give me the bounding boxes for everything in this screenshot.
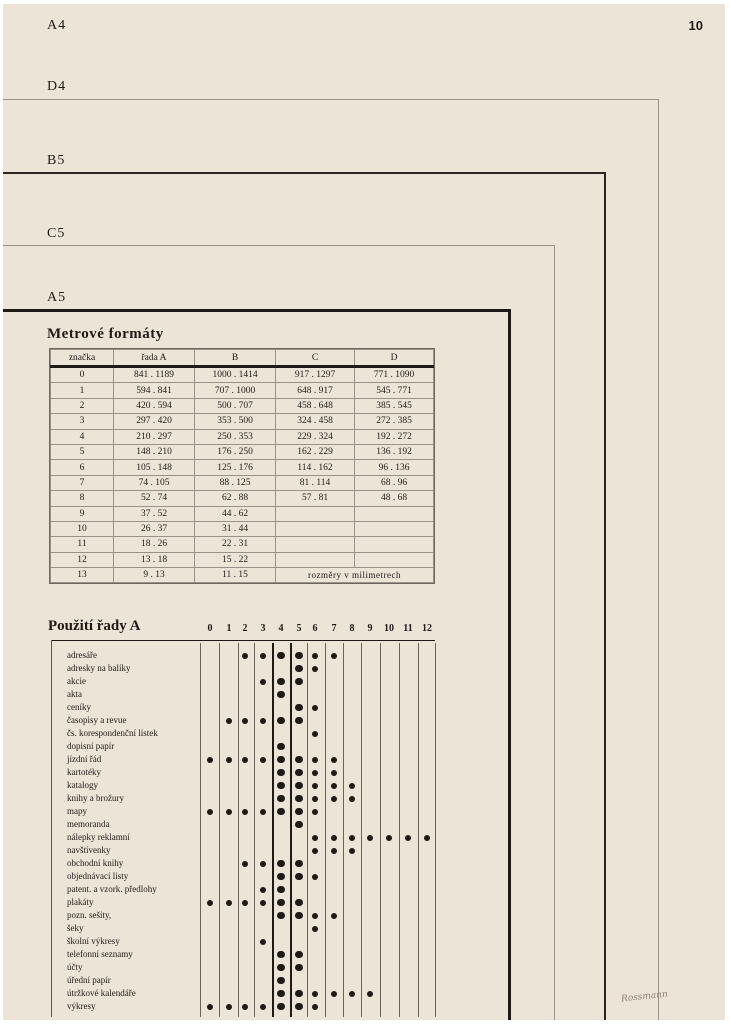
formats-cell: 114 . 162 — [276, 460, 355, 475]
formats-row — [51, 444, 434, 459]
usage-dot — [367, 835, 373, 841]
usage-dot — [277, 964, 285, 972]
usage-row-label: akcie — [67, 676, 86, 686]
usage-dot — [277, 652, 285, 660]
formats-cell: 12 — [51, 552, 114, 567]
usage-dot — [277, 808, 285, 816]
usage-row-label: obchodní knihy — [67, 858, 124, 868]
usage-dot — [312, 874, 318, 880]
formats-cell: 6 — [51, 460, 114, 475]
size-column-header: 2 — [242, 623, 248, 634]
usage-row-label: adresáře — [67, 650, 97, 660]
formats-cell: 37 . 52 — [114, 506, 195, 521]
usage-row-label: katalogy — [67, 780, 98, 790]
usage-dot — [207, 1004, 213, 1010]
usage-dot — [312, 666, 318, 672]
size-column-header: 11 — [403, 623, 413, 634]
usage-dot — [295, 782, 303, 790]
formats-cell: 26 . 37 — [114, 521, 195, 536]
formats-header-cell: B — [195, 350, 276, 367]
formats-cell: 13 — [51, 568, 114, 583]
column-rule — [325, 643, 326, 1017]
usage-dot — [242, 900, 248, 906]
formats-header-cell: značka — [51, 350, 114, 367]
formats-cell: 771 . 1090 — [355, 367, 434, 383]
usage-row-label: nálepky reklamní — [67, 832, 130, 842]
formats-cell: 125 . 176 — [195, 460, 276, 475]
size-column-header: 7 — [331, 623, 337, 634]
usage-dot — [295, 873, 303, 881]
formats-header-cell: D — [355, 350, 434, 367]
usage-dot — [226, 718, 232, 724]
usage-dot — [277, 691, 285, 699]
usage-dot — [312, 705, 318, 711]
size-column-header: 10 — [384, 623, 394, 634]
usage-dot — [295, 678, 303, 686]
formats-cell: 74 . 105 — [114, 475, 195, 490]
formats-cell: 52 . 74 — [114, 491, 195, 506]
frame-label-d4: D4 — [47, 79, 67, 94]
usage-dot — [295, 795, 303, 803]
column-rule — [343, 643, 344, 1017]
formats-cell: 9 — [51, 506, 114, 521]
formats-cell — [355, 537, 434, 552]
usage-dot — [312, 783, 318, 789]
formats-cell: 148 . 210 — [114, 444, 195, 459]
formats-cell: 88 . 125 — [195, 475, 276, 490]
formats-table — [50, 349, 434, 583]
formats-row — [51, 521, 434, 536]
usage-dot — [331, 770, 337, 776]
frame-label-c5: C5 — [47, 226, 66, 241]
usage-dot — [277, 990, 285, 998]
usage-dot — [277, 860, 285, 868]
usage-dot — [260, 887, 266, 893]
usage-dot — [331, 848, 337, 854]
formats-cell: 11 . 15 — [195, 568, 276, 583]
formats-cell: 5 — [51, 444, 114, 459]
formats-cell: 176 . 250 — [195, 444, 276, 459]
formats-cell: 81 . 114 — [276, 475, 355, 490]
formats-cell: 707 . 1000 — [195, 383, 276, 398]
formats-cell: 353 . 500 — [195, 414, 276, 429]
formats-cell: 68 . 96 — [355, 475, 434, 490]
usage-dot — [312, 770, 318, 776]
formats-cell: 594 . 841 — [114, 383, 195, 398]
usage-row-label: školní výkresy — [67, 936, 120, 946]
formats-cell: 13 . 18 — [114, 552, 195, 567]
usage-dot — [424, 835, 430, 841]
formats-note: rozměry v milimetrech — [276, 568, 434, 583]
formats-cell: 229 . 324 — [276, 429, 355, 444]
usage-dot — [312, 1004, 318, 1010]
formats-cell — [276, 506, 355, 521]
formats-cell: 1000 . 1414 — [195, 367, 276, 383]
usage-dot — [405, 835, 411, 841]
column-rule — [254, 643, 255, 1017]
usage-dot — [312, 796, 318, 802]
formats-title: Metrové formáty — [47, 326, 164, 342]
formats-cell — [355, 521, 434, 536]
usage-dot — [242, 718, 248, 724]
column-rule — [307, 643, 308, 1017]
formats-row — [51, 552, 434, 567]
usage-dot — [295, 769, 303, 777]
page-number: 10 — [688, 18, 703, 33]
formats-cell: 136 . 192 — [355, 444, 434, 459]
usage-dot — [260, 939, 266, 945]
usage-dot — [295, 808, 303, 816]
usage-dot — [207, 757, 213, 763]
column-rule — [380, 643, 381, 1017]
formats-cell: 4 — [51, 429, 114, 444]
usage-dot — [277, 977, 285, 985]
usage-row-label: mapy — [67, 806, 87, 816]
formats-cell: 18 . 26 — [114, 537, 195, 552]
formats-cell: 324 . 458 — [276, 414, 355, 429]
formats-cell: 2 — [51, 398, 114, 413]
formats-row — [51, 460, 434, 475]
usage-dot — [277, 873, 285, 881]
usage-dot — [312, 926, 318, 932]
usage-row-label: ceníky — [67, 702, 91, 712]
formats-cell: 44 . 62 — [195, 506, 276, 521]
usage-dot — [331, 835, 337, 841]
formats-cell: 22 . 31 — [195, 537, 276, 552]
formats-cell: 458 . 648 — [276, 398, 355, 413]
usage-dot — [260, 809, 266, 815]
size-column-header: 6 — [312, 623, 318, 634]
formats-cell — [355, 506, 434, 521]
formats-cell — [276, 552, 355, 567]
usage-dot — [277, 756, 285, 764]
usage-dot — [331, 913, 337, 919]
usage-dot — [207, 809, 213, 815]
usage-dot — [260, 861, 266, 867]
formats-cell: 11 — [51, 537, 114, 552]
usage-dot — [386, 835, 392, 841]
usage-dot — [349, 796, 355, 802]
usage-dot — [295, 899, 303, 907]
size-column-header: 3 — [260, 623, 266, 634]
formats-cell — [276, 537, 355, 552]
usage-dot — [312, 653, 318, 659]
usage-row-label: patent. a vzork. předlohy — [67, 884, 157, 894]
usage-row-label: šeky — [67, 923, 84, 933]
column-rule — [361, 643, 362, 1017]
formats-cell: 7 — [51, 475, 114, 490]
usage-dot — [367, 991, 373, 997]
formats-cell: 272 . 385 — [355, 414, 434, 429]
usage-dot — [312, 731, 318, 737]
usage-dot — [277, 769, 285, 777]
usage-header-rule — [51, 640, 435, 641]
usage-row-label: dopisní papír — [67, 741, 115, 751]
usage-dot — [295, 821, 303, 829]
usage-row-label: úřední papír — [67, 975, 111, 985]
formats-cell: 8 — [51, 491, 114, 506]
formats-row — [51, 429, 434, 444]
usage-dot — [331, 991, 337, 997]
size-column-header: 5 — [296, 623, 302, 634]
usage-dot — [295, 1003, 303, 1011]
column-rule — [219, 643, 220, 1017]
usage-row-label: čs. korespondenční lístek — [67, 728, 158, 738]
formats-cell: 62 . 88 — [195, 491, 276, 506]
frame-label-b5: B5 — [47, 153, 66, 168]
usage-dot — [226, 900, 232, 906]
usage-dot — [242, 1004, 248, 1010]
formats-cell: 648 . 917 — [276, 383, 355, 398]
usage-dot — [295, 860, 303, 868]
formats-row — [51, 398, 434, 413]
usage-dot — [312, 991, 318, 997]
formats-row — [51, 383, 434, 398]
usage-dot — [295, 964, 303, 972]
formats-cell: 420 . 594 — [114, 398, 195, 413]
usage-dot — [207, 900, 213, 906]
usage-row-label: kartotéky — [67, 767, 101, 777]
column-rule — [200, 643, 201, 1017]
usage-dot — [295, 756, 303, 764]
usage-dot — [260, 900, 266, 906]
usage-dot — [242, 809, 248, 815]
formats-row — [51, 414, 434, 429]
usage-title: Použití řady A — [48, 618, 141, 634]
frame-label-a4: A4 — [47, 18, 67, 33]
usage-row-label: memoranda — [67, 819, 110, 829]
column-rule — [435, 643, 436, 1017]
usage-dot — [349, 848, 355, 854]
usage-dot — [295, 990, 303, 998]
usage-dot — [260, 653, 266, 659]
formats-cell: 297 . 420 — [114, 414, 195, 429]
size-column-header: 12 — [422, 623, 432, 634]
usage-dot — [226, 809, 232, 815]
formats-row — [51, 568, 434, 583]
usage-dot — [277, 899, 285, 907]
column-rule — [290, 643, 292, 1017]
usage-dot — [295, 912, 303, 920]
usage-row-label: útržkové kalendáře — [67, 988, 136, 998]
formats-cell: 9 . 13 — [114, 568, 195, 583]
formats-row — [51, 475, 434, 490]
formats-cell: 105 . 148 — [114, 460, 195, 475]
formats-header-cell: řada A — [114, 350, 195, 367]
column-rule — [238, 643, 239, 1017]
usage-row-label: plakáty — [67, 897, 94, 907]
usage-dot — [277, 795, 285, 803]
formats-row — [51, 537, 434, 552]
usage-dot — [295, 652, 303, 660]
formats-cell: 57 . 81 — [276, 491, 355, 506]
column-rule — [399, 643, 400, 1017]
size-column-header: 8 — [349, 623, 355, 634]
usage-dot — [226, 757, 232, 763]
size-column-header: 9 — [367, 623, 373, 634]
usage-row-label: časopisy a revue — [67, 715, 127, 725]
usage-dot — [349, 991, 355, 997]
usage-dot — [242, 861, 248, 867]
usage-dot — [277, 717, 285, 725]
formats-cell: 48 . 68 — [355, 491, 434, 506]
usage-row-label: účty — [67, 962, 83, 972]
formats-cell: 192 . 272 — [355, 429, 434, 444]
frame-label-a5: A5 — [47, 290, 67, 305]
usage-dot — [277, 678, 285, 686]
usage-dot — [331, 653, 337, 659]
usage-dot — [295, 704, 303, 712]
usage-dot — [312, 848, 318, 854]
usage-row-label: navštívenky — [67, 845, 111, 855]
size-column-header: 4 — [278, 623, 284, 634]
document-page — [3, 4, 725, 1020]
usage-dot — [260, 1004, 266, 1010]
usage-row-label: adresky na balíky — [67, 663, 131, 673]
formats-cell: 250 . 353 — [195, 429, 276, 444]
usage-dot — [277, 951, 285, 959]
formats-cell: 841 . 1189 — [114, 367, 195, 383]
usage-dot — [260, 718, 266, 724]
usage-dot — [312, 757, 318, 763]
usage-left-rule — [51, 640, 52, 1017]
formats-row — [51, 491, 434, 506]
size-column-header: 1 — [226, 623, 232, 634]
usage-dot — [277, 782, 285, 790]
usage-dot — [312, 835, 318, 841]
usage-row-label: výkresy — [67, 1001, 96, 1011]
signature: Rossmann — [620, 989, 669, 1005]
formats-cell: 31 . 44 — [195, 521, 276, 536]
formats-cell: 500 . 707 — [195, 398, 276, 413]
formats-cell: 210 . 297 — [114, 429, 195, 444]
usage-dot — [277, 886, 285, 894]
usage-dot — [277, 743, 285, 751]
usage-dot — [260, 679, 266, 685]
usage-dot — [331, 796, 337, 802]
usage-row-label: objednávací listy — [67, 871, 129, 881]
usage-row-label: pozn. sešity, — [67, 910, 112, 920]
usage-dot — [331, 757, 337, 763]
formats-cell: 162 . 229 — [276, 444, 355, 459]
formats-cell: 917 . 1297 — [276, 367, 355, 383]
formats-cell — [276, 521, 355, 536]
formats-cell: 545 . 771 — [355, 383, 434, 398]
usage-row-label: telefonní seznamy — [67, 949, 133, 959]
size-column-header: 0 — [207, 623, 213, 634]
formats-cell — [355, 552, 434, 567]
usage-row-label: knihy a brožury — [67, 793, 124, 803]
usage-row-label: akta — [67, 689, 82, 699]
formats-cell: 385 . 545 — [355, 398, 434, 413]
formats-cell: 0 — [51, 367, 114, 383]
usage-dot — [312, 809, 318, 815]
usage-dot — [295, 951, 303, 959]
formats-cell: 15 . 22 — [195, 552, 276, 567]
formats-header-row — [51, 350, 434, 367]
formats-cell: 96 . 136 — [355, 460, 434, 475]
usage-dot — [277, 912, 285, 920]
usage-dot — [277, 1003, 285, 1011]
formats-header-cell: C — [276, 350, 355, 367]
formats-row — [51, 367, 434, 383]
usage-dot — [242, 757, 248, 763]
usage-dot — [349, 783, 355, 789]
usage-dot — [295, 717, 303, 725]
usage-dot — [260, 757, 266, 763]
formats-cell: 1 — [51, 383, 114, 398]
formats-cell: 10 — [51, 521, 114, 536]
usage-dot — [242, 653, 248, 659]
formats-row — [51, 506, 434, 521]
usage-dot — [349, 835, 355, 841]
usage-dot — [312, 913, 318, 919]
formats-cell: 3 — [51, 414, 114, 429]
usage-dot — [295, 665, 303, 673]
usage-dot — [331, 783, 337, 789]
usage-dot — [226, 1004, 232, 1010]
column-rule — [418, 643, 419, 1017]
column-rule — [272, 643, 274, 1017]
formats-body — [51, 367, 434, 583]
usage-row-label: jízdní řád — [67, 754, 102, 764]
